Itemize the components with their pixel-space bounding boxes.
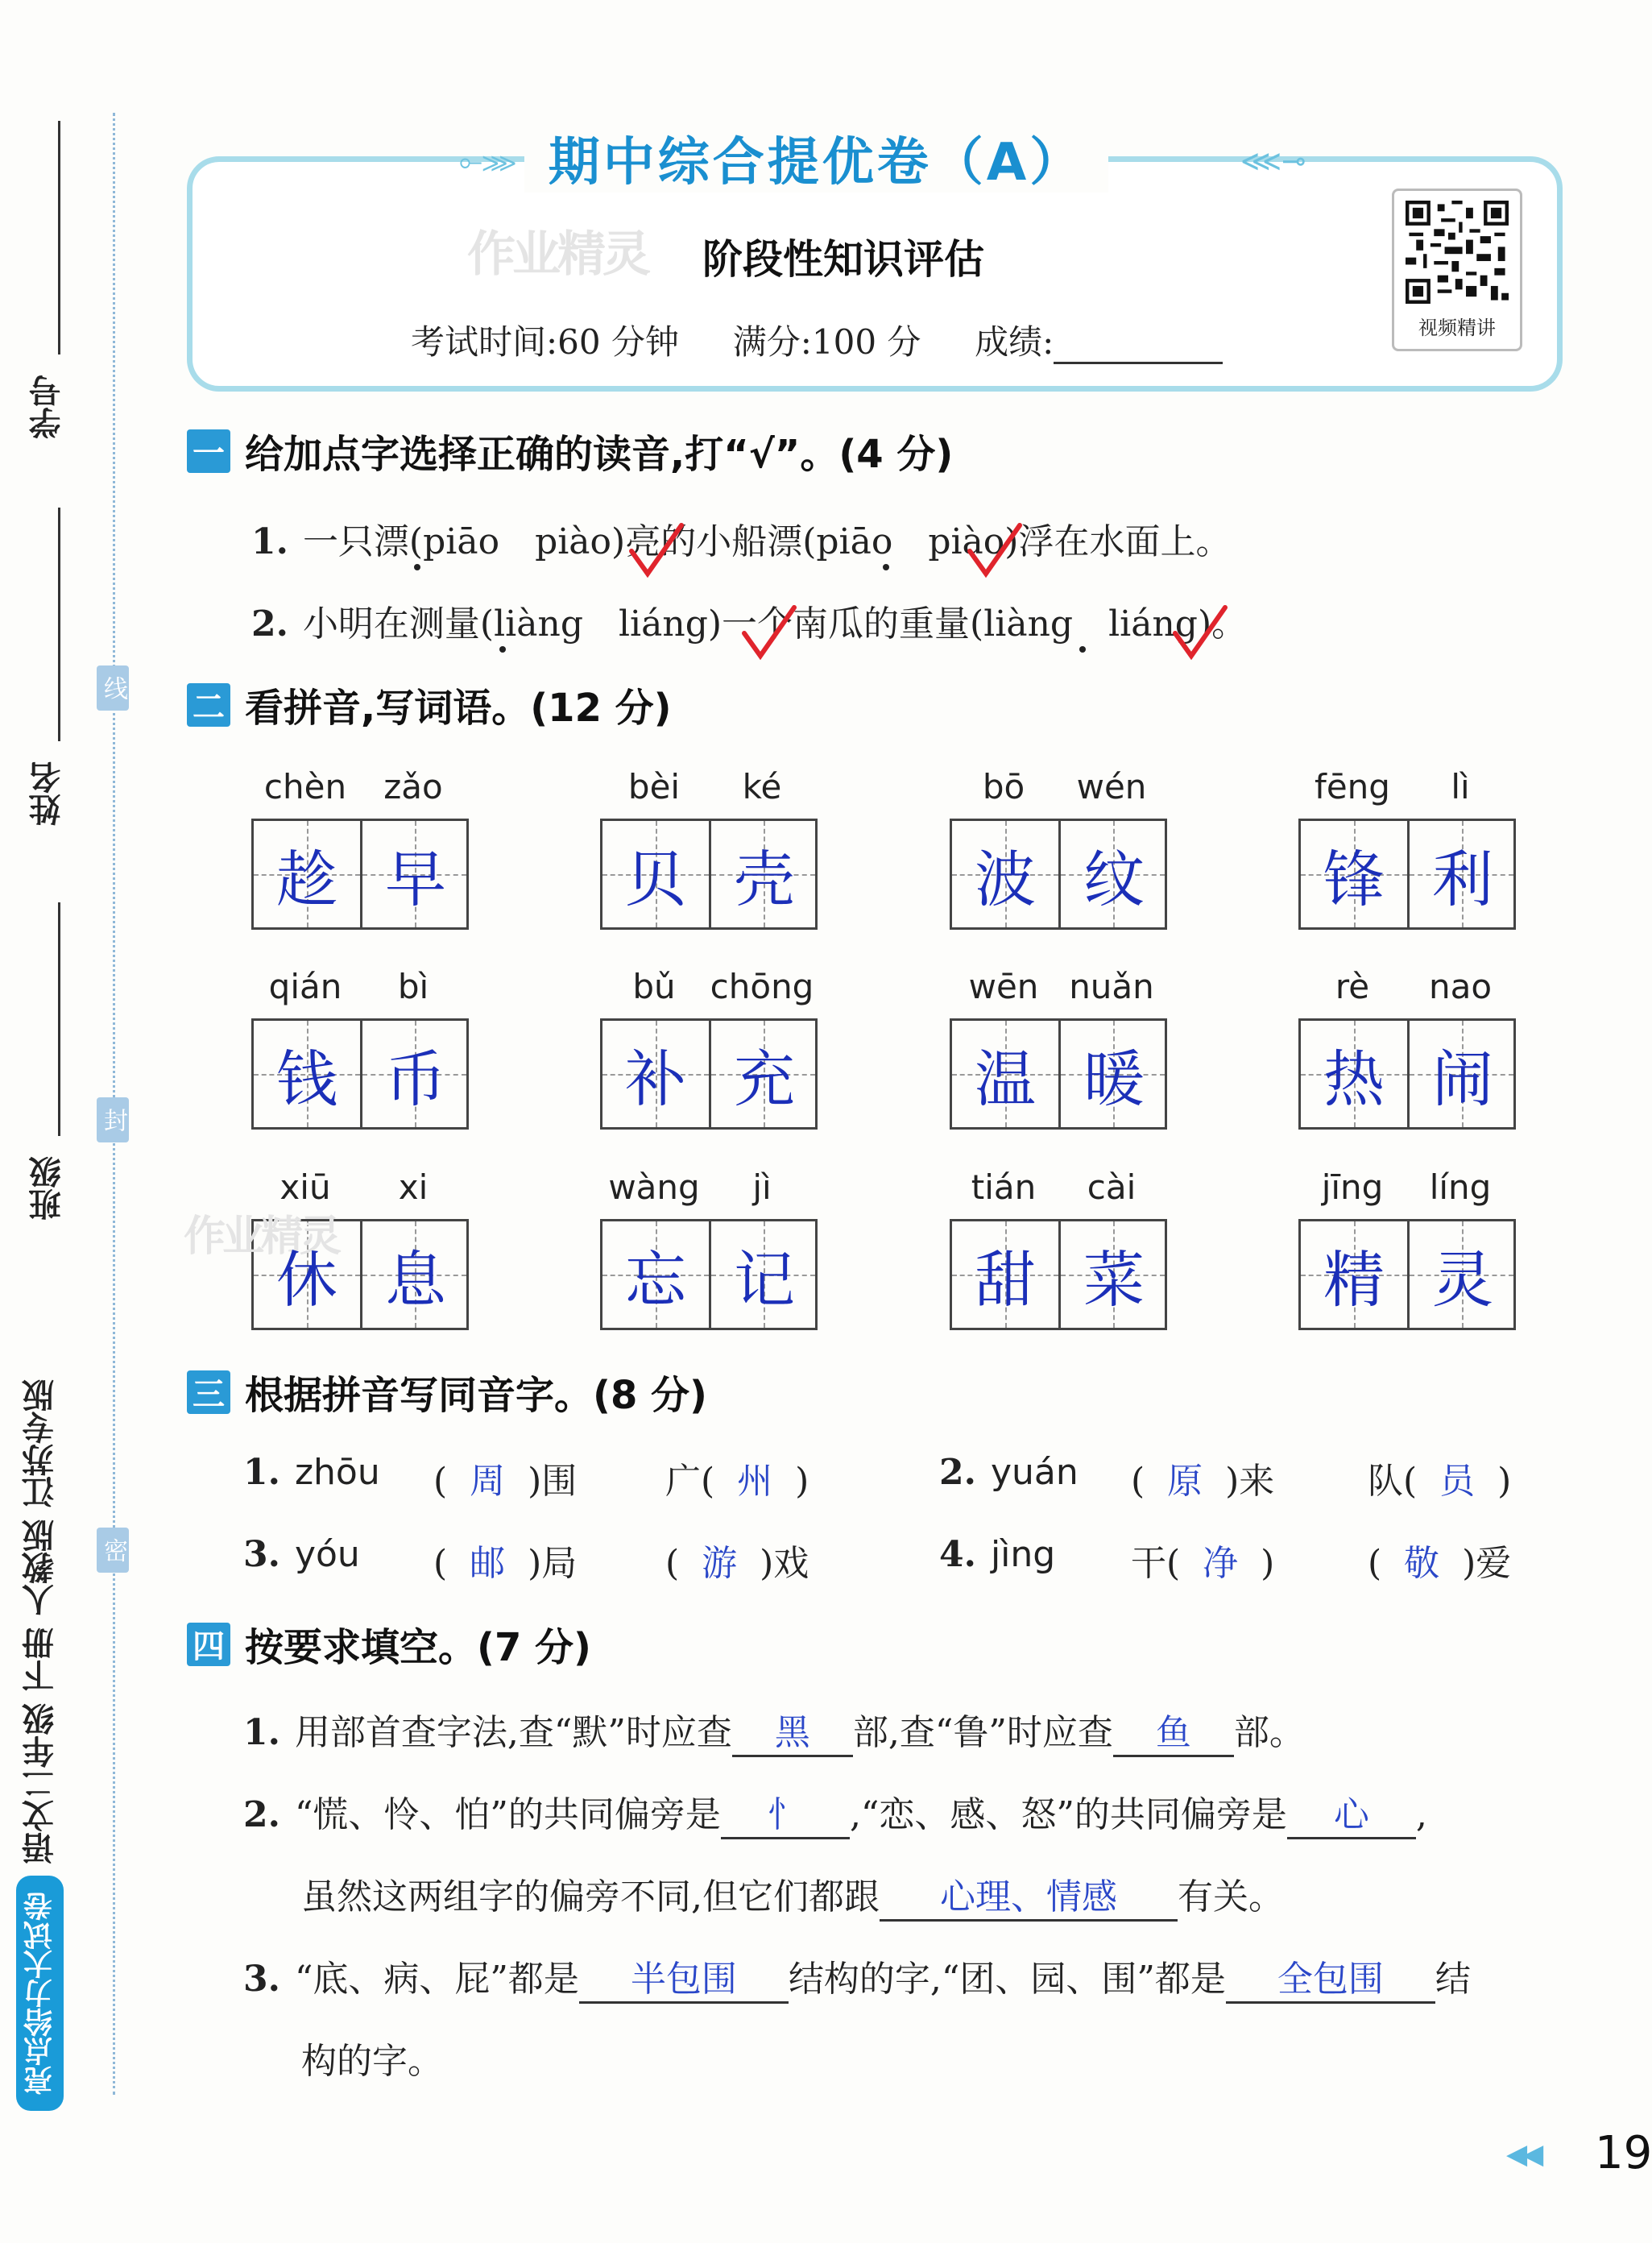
s4-q2-line-1 xyxy=(243,1785,1427,1839)
tian-cell[interactable] xyxy=(952,1021,1058,1127)
qr-code-icon xyxy=(1406,201,1509,304)
word-item xyxy=(1298,967,1514,1128)
seal-mark-seal: 封 xyxy=(97,1097,129,1142)
qr-panel[interactable] xyxy=(1392,189,1522,351)
tian-grid xyxy=(251,1018,469,1130)
answer: 邮 xyxy=(470,1543,506,1584)
check-mark-icon xyxy=(967,524,1023,580)
pinyin-syllable: bǔ xyxy=(632,967,676,1006)
section-2-header xyxy=(187,677,672,732)
pinyin-syllable: zǎo xyxy=(383,767,443,806)
tian-cell[interactable] xyxy=(1058,821,1165,927)
written-character: 甜 xyxy=(975,1243,1036,1316)
word-pinyin xyxy=(950,1167,1166,1213)
s4-text: 用部首查字法,查“默”时应查 xyxy=(294,1712,732,1753)
score-blank[interactable] xyxy=(1054,334,1223,364)
s4-q1 xyxy=(243,1703,1305,1757)
s3-item-2-num: 2. xyxy=(939,1452,976,1493)
s1-item-2-text: 小明在测量(liàng liáng)一个南瓜的重量(liàng liáng)。 xyxy=(302,603,1248,645)
written-character: 忘 xyxy=(625,1243,686,1316)
s4-text: 虽然这两组字的偏旁不同,但它们都跟 xyxy=(301,1876,880,1918)
s4-q3-line-2: 构的字。 xyxy=(301,2041,443,2082)
class-blank[interactable] xyxy=(58,902,60,1136)
tian-grid xyxy=(1298,819,1516,930)
word-item xyxy=(251,1167,467,1329)
tian-grid xyxy=(251,819,469,930)
section-2-number: 二 xyxy=(187,683,230,727)
emphasis-dot xyxy=(499,646,506,653)
tian-cell[interactable] xyxy=(602,821,709,927)
seal-mark-secret: 密 xyxy=(97,1528,129,1573)
s3-text: )局 xyxy=(528,1543,578,1584)
s3-item-4-pinyin: jìng xyxy=(990,1534,1056,1575)
word-pinyin xyxy=(950,967,1166,1012)
written-character: 暖 xyxy=(1083,1043,1145,1115)
s3-text: )戏 xyxy=(760,1543,809,1584)
s3-item-1-blank-1[interactable]: ( 周 )围 xyxy=(433,1461,578,1502)
s1-item-1 xyxy=(251,512,1231,564)
tian-cell[interactable] xyxy=(1407,1221,1513,1328)
page-title xyxy=(0,121,1633,195)
title-suffix: （A） xyxy=(931,133,1085,193)
s3-text: ) xyxy=(1261,1543,1275,1584)
section-2-title: 看拼音,写词语。(12 分) xyxy=(245,686,672,731)
tian-cell[interactable] xyxy=(952,821,1058,927)
s3-text: 干( xyxy=(1131,1543,1181,1584)
watermark-middle: 作业精灵 xyxy=(184,1213,339,1261)
tian-grid xyxy=(950,1018,1167,1130)
s3-text: ( xyxy=(665,1543,680,1584)
student-no-label: 学号 xyxy=(29,375,66,439)
tian-cell[interactable] xyxy=(1301,1021,1407,1127)
pinyin-syllable: qián xyxy=(268,967,342,1006)
answer: 游 xyxy=(702,1543,738,1584)
pinyin-syllable: wàng xyxy=(608,1167,700,1207)
class-label: 班级 xyxy=(29,1156,66,1221)
tian-grid xyxy=(1298,1018,1516,1130)
qr-label: 视频精讲 xyxy=(1418,317,1496,339)
answer: 周 xyxy=(470,1461,506,1502)
s3-item-1-blank-2[interactable] xyxy=(665,1452,809,1503)
s3-item-3-pinyin: yóu xyxy=(294,1534,360,1575)
s3-item-3-blank-1[interactable]: ( 邮 )局 xyxy=(433,1543,578,1584)
word-pinyin xyxy=(600,767,816,812)
answer: 员 xyxy=(1439,1461,1476,1502)
written-character: 币 xyxy=(385,1043,446,1115)
pinyin-syllable: rè xyxy=(1335,967,1370,1006)
section-4-number: 四 xyxy=(187,1623,230,1666)
pinyin-syllable: cài xyxy=(1087,1167,1137,1207)
pinyin-syllable: lì xyxy=(1451,767,1470,806)
s4-q1-blank-1[interactable]: 黑 xyxy=(732,1712,853,1757)
tian-grid xyxy=(950,819,1167,930)
edition-label xyxy=(18,1257,63,2111)
written-character: 利 xyxy=(1432,843,1493,915)
page-number: 19 xyxy=(1595,2127,1652,2179)
tian-cell[interactable] xyxy=(360,821,466,927)
answer: 州 xyxy=(737,1461,773,1502)
s4-q1-num: 1. xyxy=(243,1712,280,1753)
s4-text: 部。 xyxy=(1233,1712,1305,1753)
word-item xyxy=(251,967,467,1128)
word-item xyxy=(950,1167,1166,1329)
tian-grid xyxy=(1298,1219,1516,1330)
s3-item-1-num: 1. xyxy=(243,1452,280,1493)
pinyin-syllable: chōng xyxy=(710,967,814,1006)
tian-cell[interactable] xyxy=(1058,1021,1165,1127)
tian-grid xyxy=(600,1018,818,1130)
check-mark-icon xyxy=(1172,606,1228,662)
s3-row-2-left xyxy=(243,1534,360,1575)
word-pinyin xyxy=(600,967,816,1012)
word-pinyin xyxy=(1298,767,1514,812)
edition-volume: 下册 xyxy=(22,1627,60,1692)
section-1-title: 给加点字选择正确的读音,打“√”。(4 分) xyxy=(245,432,954,477)
answer: 敬 xyxy=(1404,1543,1440,1584)
pinyin-syllable: bō xyxy=(982,767,1025,806)
word-item xyxy=(600,967,816,1128)
exam-info xyxy=(411,316,1223,364)
s3-item-3-blank-2[interactable] xyxy=(665,1534,809,1586)
pinyin-syllable: wēn xyxy=(968,967,1039,1006)
answer: 净 xyxy=(1203,1543,1239,1584)
section-4-header xyxy=(187,1616,591,1672)
tian-cell[interactable] xyxy=(709,821,815,927)
s3-item-3-num: 3. xyxy=(243,1534,280,1575)
check-mark-icon xyxy=(741,606,797,662)
s4-q3-num: 3. xyxy=(243,1959,280,2000)
s3-text: )围 xyxy=(528,1461,578,1502)
edition-grade: 语文二年级 xyxy=(22,1703,60,1864)
edition-region: 江苏专版 xyxy=(22,1379,60,1508)
word-item xyxy=(1298,1167,1514,1329)
pinyin-syllable: nuǎn xyxy=(1069,967,1154,1006)
s4-q3-line-1 xyxy=(243,1950,1471,2004)
word-item xyxy=(1298,767,1514,928)
seal-mark-line: 线 xyxy=(97,665,129,711)
s1-item-1-num: 1. xyxy=(251,521,288,562)
written-character: 菜 xyxy=(1083,1243,1145,1316)
word-pinyin xyxy=(1298,967,1514,1012)
word-item xyxy=(251,767,467,928)
pinyin-syllable: bèi xyxy=(627,767,681,806)
written-character: 灵 xyxy=(1432,1243,1493,1316)
written-character: 波 xyxy=(975,843,1036,915)
s4-q2-num: 2. xyxy=(243,1794,280,1835)
written-character: 热 xyxy=(1323,1043,1385,1115)
tian-cell[interactable] xyxy=(254,1221,360,1328)
written-character: 充 xyxy=(734,1043,795,1115)
pinyin-syllable: tián xyxy=(971,1167,1037,1207)
written-character: 息 xyxy=(385,1243,446,1316)
s3-row-2-right xyxy=(939,1534,1055,1575)
s3-text: ) xyxy=(795,1461,809,1502)
s3-item-2-blank-2[interactable] xyxy=(1368,1452,1511,1503)
s4-q2-line-2 xyxy=(301,1868,1284,1922)
tian-cell[interactable] xyxy=(709,1221,815,1328)
s4-q2-blank-3[interactable]: 心理、情感 xyxy=(880,1876,1178,1922)
s3-text: ) xyxy=(1497,1461,1512,1502)
s3-text: )爱 xyxy=(1462,1543,1512,1584)
exam-time: 考试时间:60 分钟 xyxy=(411,322,679,362)
s4-text: “慌、怜、怕”的共同偏旁是 xyxy=(294,1794,721,1835)
word-item xyxy=(950,967,1166,1128)
s3-item-2-pinyin: yuán xyxy=(990,1452,1079,1493)
tian-grid xyxy=(950,1219,1167,1330)
pinyin-syllable: xiū xyxy=(279,1167,331,1207)
pinyin-syllable: ké xyxy=(742,767,782,806)
tian-cell[interactable] xyxy=(1058,1221,1165,1328)
word-pinyin xyxy=(600,1167,816,1213)
tian-cell[interactable] xyxy=(254,1021,360,1127)
brand-badge: 亮点给力大试卷 xyxy=(17,1876,64,2111)
emphasis-dot xyxy=(1079,646,1086,653)
written-character: 补 xyxy=(625,1043,686,1115)
tian-grid xyxy=(251,1219,469,1330)
name-blank[interactable] xyxy=(58,508,60,741)
pinyin-syllable: bì xyxy=(397,967,429,1006)
section-3-number: 三 xyxy=(187,1370,230,1414)
s3-item-4-num: 4. xyxy=(939,1534,976,1575)
written-character: 闹 xyxy=(1432,1043,1493,1115)
pinyin-syllable: jīng xyxy=(1321,1167,1384,1207)
s4-text: “底、病、屁”都是 xyxy=(294,1959,579,2000)
written-character: 温 xyxy=(975,1043,1036,1115)
s3-item-4-blank-1[interactable] xyxy=(1131,1534,1274,1586)
written-character: 记 xyxy=(734,1243,795,1316)
edition-publisher: 人教版 xyxy=(22,1520,60,1616)
written-character: 早 xyxy=(385,843,446,915)
pinyin-syllable: chèn xyxy=(263,767,347,806)
tian-cell[interactable] xyxy=(1407,1021,1513,1127)
section-1-header xyxy=(187,423,953,479)
s1-item-2-num: 2. xyxy=(251,603,288,645)
written-character: 贝 xyxy=(625,843,686,915)
s3-text: 队( xyxy=(1368,1461,1418,1502)
pinyin-syllable: xi xyxy=(398,1167,429,1207)
s4-text: , xyxy=(1415,1794,1427,1835)
s4-q3-blank-2[interactable]: 全包围 xyxy=(1226,1959,1435,2004)
tian-grid xyxy=(600,1219,818,1330)
tian-cell[interactable] xyxy=(1301,821,1407,927)
watermark-top: 作业精灵 xyxy=(467,226,648,283)
s3-text: ( xyxy=(1368,1543,1382,1584)
pinyin-syllable: wén xyxy=(1076,767,1147,806)
tian-cell[interactable] xyxy=(1407,821,1513,927)
s3-text: 广( xyxy=(665,1461,715,1502)
full-score: 满分:100 分 xyxy=(732,322,921,362)
name-label: 姓名 xyxy=(29,761,66,826)
written-character: 锋 xyxy=(1323,843,1385,915)
tian-cell[interactable] xyxy=(602,1221,709,1328)
written-character: 纹 xyxy=(1083,843,1145,915)
pinyin-syllable: líng xyxy=(1429,1167,1492,1207)
s4-text: ,“恋、感、怒”的共同偏旁是 xyxy=(849,1794,1287,1835)
word-pinyin xyxy=(1298,1167,1514,1213)
answer: 原 xyxy=(1167,1461,1203,1502)
tian-cell[interactable] xyxy=(709,1021,815,1127)
written-character: 钱 xyxy=(276,1043,337,1115)
word-pinyin xyxy=(251,967,467,1012)
s3-row-1-right xyxy=(939,1452,1079,1493)
section-3-header xyxy=(187,1364,707,1420)
s3-row-1-left xyxy=(243,1452,380,1493)
s3-text: )来 xyxy=(1225,1461,1275,1502)
word-item xyxy=(950,767,1166,928)
tian-cell[interactable] xyxy=(360,1221,466,1328)
tian-cell[interactable] xyxy=(602,1021,709,1127)
score-label: 成绩: xyxy=(975,322,1054,362)
pinyin-syllable: nao xyxy=(1428,967,1493,1006)
s4-q1-blank-2[interactable]: 鱼 xyxy=(1113,1712,1234,1757)
tian-cell[interactable] xyxy=(1301,1221,1407,1328)
s3-item-2-blank-1[interactable]: ( 原 )来 xyxy=(1131,1461,1275,1502)
pinyin-syllable: fēng xyxy=(1315,767,1390,806)
s4-q2-blank-1[interactable]: 忄 xyxy=(721,1794,850,1839)
emphasis-dot xyxy=(883,564,889,570)
title-text: 期中综合提优卷 xyxy=(548,133,932,193)
section-4-title: 按要求填空。(7 分) xyxy=(245,1625,591,1670)
left-ornament-icon: ⟜⋙ xyxy=(459,145,516,178)
word-pinyin xyxy=(251,767,467,812)
s4-q2-blank-2[interactable]: 心 xyxy=(1287,1794,1416,1839)
s4-text: 结 xyxy=(1435,1959,1471,2000)
check-mark-icon xyxy=(628,524,685,580)
s3-item-1-pinyin: zhōu xyxy=(294,1452,380,1493)
word-item xyxy=(600,1167,816,1329)
s3-item-4-blank-2[interactable] xyxy=(1368,1534,1511,1586)
word-item xyxy=(600,767,816,928)
written-character: 壳 xyxy=(734,843,795,915)
subtitle: 阶段性知识评估 xyxy=(702,236,984,283)
tian-cell[interactable] xyxy=(952,1221,1058,1328)
tian-cell[interactable] xyxy=(254,821,360,927)
s1-item-1-text: 一只漂(piāo piào)亮的小船漂(piāo piào)浮在水面上。 xyxy=(302,521,1232,562)
page-arrow-icon: ◀◀ xyxy=(1506,2138,1539,2170)
section-1-number: 一 xyxy=(187,429,230,473)
s4-text: 部,查“鲁”时应查 xyxy=(852,1712,1113,1753)
written-character: 趁 xyxy=(276,843,337,915)
written-character: 休 xyxy=(276,1243,337,1316)
tian-grid xyxy=(600,819,818,930)
s4-text: 有关。 xyxy=(1178,1876,1284,1918)
word-pinyin xyxy=(950,767,1166,812)
s4-text: 结构的字,“团、园、围”都是 xyxy=(788,1959,1226,2000)
written-character: 精 xyxy=(1323,1243,1385,1316)
emphasis-dot xyxy=(414,564,420,570)
s4-q3-blank-1[interactable]: 半包围 xyxy=(579,1959,789,2004)
tian-cell[interactable] xyxy=(360,1021,466,1127)
right-ornament-icon: ⋘⊸ xyxy=(1240,145,1306,178)
section-3-title: 根据拼音写同音字。(8 分) xyxy=(245,1373,707,1418)
pinyin-syllable: jì xyxy=(752,1167,772,1207)
